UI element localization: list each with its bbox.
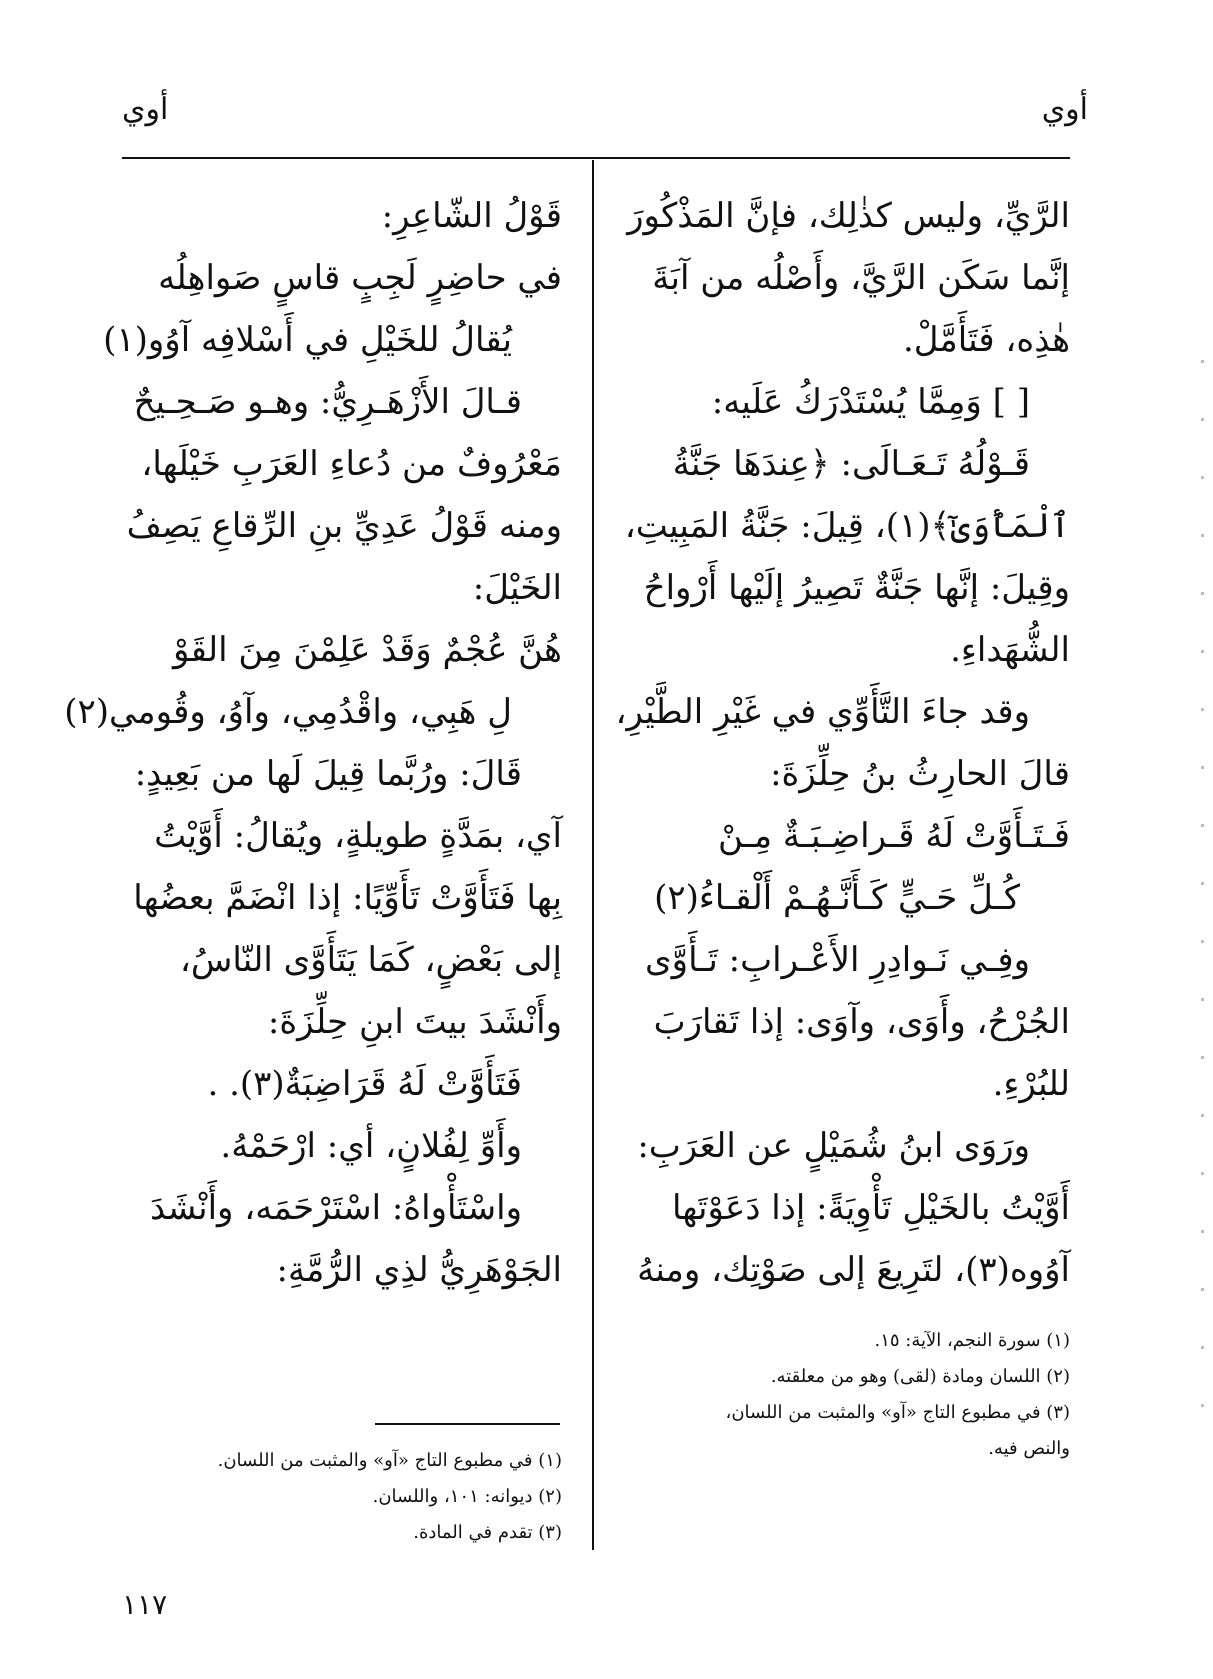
text-line: آوُوه(٣)، لتَرِيعَ إلى صَوْتِك، ومنهُ — [637, 1250, 1070, 1290]
text-line: واسْتَأْواهُ: اسْتَرْحَمَه، وأَنْشَدَ — [149, 1188, 522, 1228]
text-line: ومنه قَوْلُ عَدِيِّ بنِ الرِّقاعِ يَصِفُ — [126, 506, 562, 546]
text-line: آي، بمَدَّةٍ طويلةٍ، ويُقالُ: أَوَّيْتُ — [154, 816, 562, 856]
text-line: قَوْلُ الشّاعِرِ: — [381, 196, 562, 236]
running-header-left: أوي — [122, 92, 169, 127]
header-rule — [122, 157, 1070, 159]
text-line: بِها فَتَأَوَّتْ تَأَوِّيًا: إذا انْضَمَّ بعضُها — [133, 878, 562, 918]
text-line: وفِـي نَـوادِرِ الأَعْـرابِ: تَـأَوَّى — [645, 940, 1030, 980]
text-line: إنَّما سَكَن الرَّيَّ، وأَصْلُه من آبَةَ — [652, 258, 1070, 298]
verse-line: لِ هَبِي، واقْدُمِي، وآوُ، وقُومي(٢) — [64, 692, 512, 732]
page-number: ١١٧ — [122, 1588, 168, 1621]
verse-line: يُقالُ للخَيْلِ في أَسْلافِه آوُو(١) — [103, 320, 512, 360]
text-line: مَعْرُوفٌ من دُعاءِ العَرَبِ خَيْلَها، — [141, 444, 562, 484]
text-line: ورَوَى ابنُ شُمَيْلٍ عن العَرَبِ: — [637, 1126, 1030, 1166]
text-line: إلى بَعْضٍ، كَمَا يَتَأَوَّى النّاسُ، — [179, 940, 562, 980]
text-line: الخَيْلَ: — [472, 568, 562, 608]
text-line: أَوَّيْتُ بالخَيْلِ تَأْوِيَةً: إذا دَعَوْتَها — [672, 1188, 1070, 1228]
footnote: (٢) ديوانه: ١٠١، واللسان. — [372, 1486, 562, 1507]
text-line: الجُرْحُ، وأَوَى، وآوَى: إذا تَقارَبَ — [653, 1002, 1070, 1042]
footnotes-left — [122, 1443, 562, 1551]
text-line: وقِيلَ: إنَّها جَنَّةٌ تَصِيرُ إلَيْها أَرْواحُ — [643, 568, 1070, 608]
footnote: (٣) في مطبوع التاج «آو» والمثبت من اللسان، — [725, 1402, 1070, 1423]
footnote-rule — [375, 1423, 560, 1425]
column-divider — [592, 160, 594, 1550]
footnotes-right — [620, 1323, 1070, 1467]
verse-line: هُنَّ عُجْمٌ وَقَدْ عَلِمْنَ مِنَ القَوْ — [173, 630, 562, 670]
footnote: (١) سورة النجم، الآية: ١٥. — [874, 1330, 1070, 1351]
text-line: هٰذِه، فَتَأَمَّلْ. — [902, 320, 1070, 360]
verse-line: في حاضِرٍ لَجِبٍ قاسٍ صَواهِلُه — [158, 258, 562, 298]
footnote: (١) في مطبوع التاج «آو» والمثبت من اللسان. — [217, 1450, 562, 1471]
text-line: الشُّهَداءِ. — [950, 630, 1070, 670]
footnote: (٣) تقدم في المادة. — [413, 1522, 562, 1543]
text-line: ٱلْمَأْوَىٰٓ﴾(١)، قِيلَ: جَنَّةُ المَبِيتِ، — [624, 506, 1070, 546]
right-column — [615, 185, 1070, 1301]
text-line: [ ] وَمِمَّا يُسْتَدْرَكُ عَلَيه: — [711, 382, 1030, 422]
running-header-right: أوي — [1041, 92, 1088, 127]
text-line: وأَنْشَدَ بيتَ ابنِ حِلِّزَةَ: — [267, 1002, 562, 1042]
text-line: قَـوْلُهُ تَـعَـالَى: ﴿عِندَهَا جَنَّةُ — [672, 444, 1030, 484]
text-line: قـالَ الأَزْهَـرِيُّ: وهـو صَـحِـيحٌ — [133, 382, 522, 422]
text-line: وقد جاءَ التَّأَوِّي في غَيْرِ الطَّيْرِ، — [615, 692, 1030, 732]
text-line: قالَ الحارِثُ بنُ حِلِّزَةَ: — [770, 754, 1070, 794]
text-line: الجَوْهَرِيُّ لذِي الرُّمَّةِ: — [276, 1250, 562, 1290]
text-line: للبُرْءِ. — [992, 1064, 1070, 1104]
verse-line: كُـلِّ حَـيٍّ كَـأَنَّـهُـمْ أَلْقـاءُ(٢) — [654, 878, 1020, 918]
text-line: الرَّيِّ، وليس كذٰلِك، فإنَّ المَذْكُورَ — [627, 196, 1070, 236]
verse-line: فَتَأَوَّتْ لَهُ قَرَاضِبَةٌ(٣). . — [207, 1064, 522, 1104]
left-column — [64, 185, 562, 1301]
text-line: وأَوِّ لِفُلانٍ، أي: ارْحَمْهُ. — [220, 1126, 522, 1166]
text-line: قَالَ: ورُبَّما قِيلَ لَها من بَعِيدٍ: — [134, 754, 522, 794]
footnote-continuation: والنص فيه. — [988, 1438, 1070, 1459]
footnote: (٢) اللسان ومادة (لقى) وهو من معلقته. — [770, 1366, 1070, 1387]
verse-line: فَـتَـأَوَّتْ لَهُ قَـراضِـبَـةٌ مِـنْ — [718, 816, 1070, 856]
scan-edge-marks — [1201, 360, 1204, 1460]
